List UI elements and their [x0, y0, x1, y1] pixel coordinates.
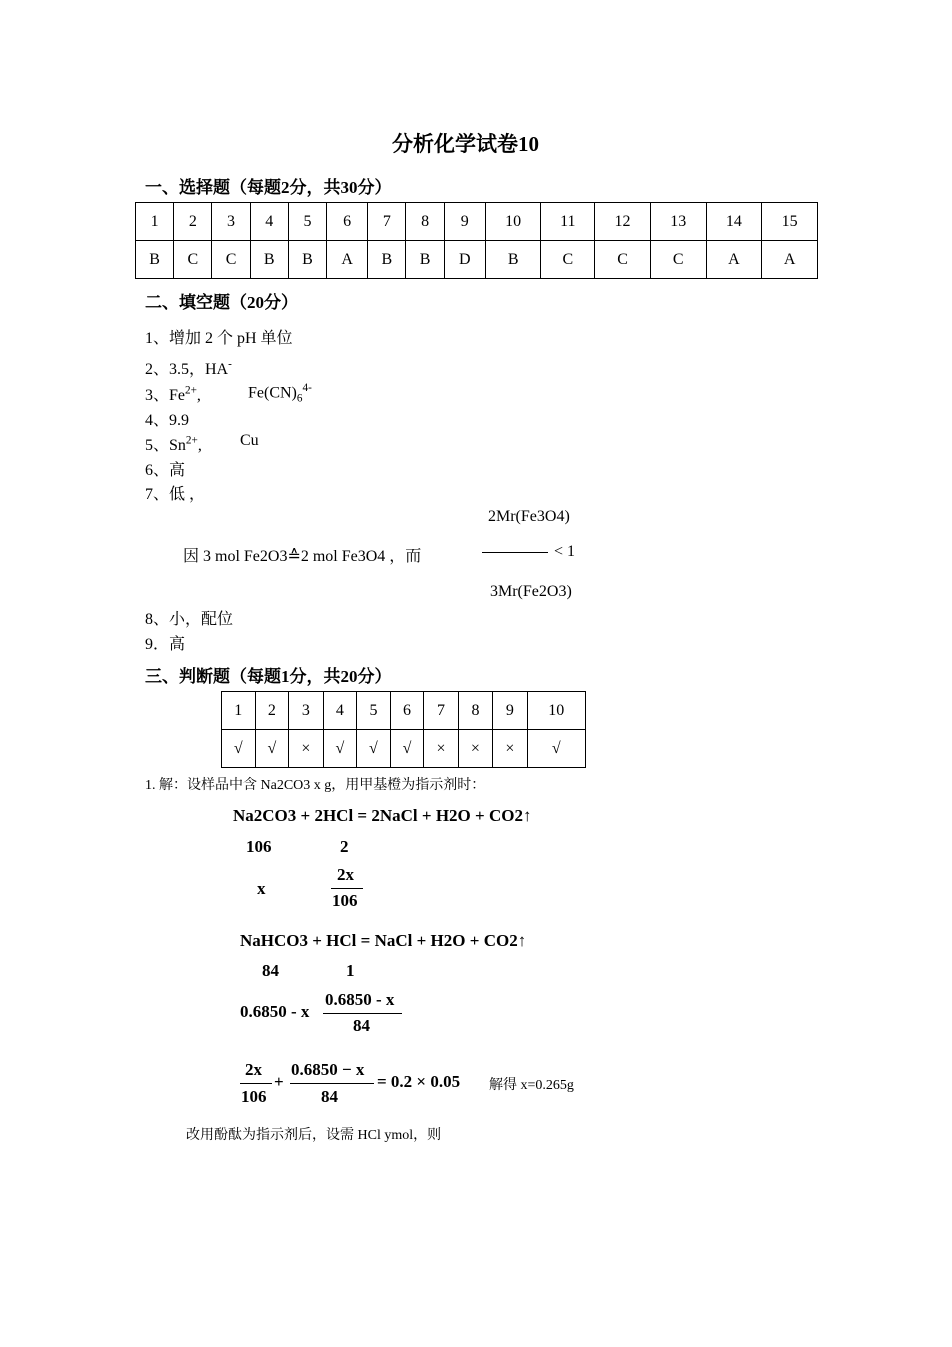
section2-heading: 二、填空题（20分）	[145, 293, 298, 312]
table-cell: 1	[222, 692, 256, 730]
table-cell: 7	[368, 203, 406, 241]
fraction-bar	[240, 1083, 272, 1084]
answer-text: 3、Fe	[145, 387, 186, 404]
answer-text: 5、Sn	[145, 437, 186, 454]
table-cell: B	[136, 241, 174, 279]
fraction-bar	[290, 1083, 374, 1084]
fill-answer-1: 1、增加 2 个 pH 单位	[145, 330, 293, 347]
solution-result: 解得 x=0.265g	[489, 1078, 574, 1093]
fraction-denominator: 84	[353, 1016, 370, 1035]
judge-answer-table	[221, 691, 586, 768]
coefficient: 2	[340, 837, 349, 856]
answer-text: ,	[196, 387, 201, 404]
fill-answer-9: 9．高	[145, 636, 186, 653]
table-cell: C	[541, 241, 595, 279]
fill-answer-7: 7、低 ，	[145, 486, 206, 503]
table-cell: √	[527, 730, 585, 768]
page-title: 分析化学试卷10	[392, 132, 539, 156]
subscript: 6	[296, 392, 303, 405]
table-cell: B	[406, 241, 444, 279]
superscript: 4-	[302, 382, 312, 394]
table-cell: 12	[595, 203, 651, 241]
coefficient: 106	[246, 837, 272, 856]
table-cell: 4	[250, 203, 288, 241]
less-than-one: < 1	[554, 543, 576, 560]
answer-text: ,	[197, 437, 202, 454]
table-cell: ×	[289, 730, 323, 768]
answer-text: 2、3.5，HA	[145, 361, 229, 378]
fraction-bar	[482, 552, 548, 553]
coefficient: 1	[346, 961, 355, 980]
table-cell: A	[706, 241, 762, 279]
section3-heading: 三、判断题（每题1分，共20分）	[145, 667, 392, 686]
table-cell: ×	[493, 730, 527, 768]
superscript: -	[228, 358, 232, 371]
table-cell: 2	[174, 203, 212, 241]
fraction-bar	[323, 1013, 402, 1014]
fill-answer-3	[145, 382, 201, 405]
equation-rhs: = 0.2 × 0.05	[377, 1072, 461, 1091]
table-cell: 11	[541, 203, 595, 241]
fraction-denominator: 106	[332, 891, 358, 910]
table-cell: √	[390, 730, 424, 768]
section1-heading: 一、选择题（每题2分，共30分）	[145, 178, 392, 197]
judge-answer-row	[222, 730, 586, 768]
table-cell: C	[595, 241, 651, 279]
fill-answer-2	[145, 356, 232, 379]
fraction-numerator: 2Mr(Fe3O4)	[488, 508, 570, 525]
table-cell: 5	[357, 692, 391, 730]
fill-answer-5b: Cu	[240, 432, 259, 449]
solution-intro: 1. 解：设样品中含 Na2CO3 x g，用甲基橙为指示剂时：	[145, 778, 486, 793]
fill-answer-4: 4、9.9	[145, 412, 190, 429]
fraction-denominator: 3Mr(Fe2O3)	[490, 583, 572, 600]
choice-answer-table	[135, 202, 818, 279]
table-cell: 14	[706, 203, 762, 241]
table-cell: 6	[390, 692, 424, 730]
plus-sign: +	[274, 1072, 284, 1091]
coefficient: 84	[262, 961, 279, 980]
table-cell: 1	[136, 203, 174, 241]
table-cell: A	[762, 241, 818, 279]
table-cell: √	[255, 730, 289, 768]
answer-text: Fe(CN)	[248, 384, 297, 402]
table-cell: √	[357, 730, 391, 768]
fill-answer-3b	[248, 382, 312, 405]
table-cell: 13	[650, 203, 706, 241]
table-cell: 8	[458, 692, 492, 730]
table-cell: B	[368, 241, 406, 279]
table-cell: √	[323, 730, 357, 768]
judge-number-row	[222, 692, 586, 730]
table-cell: D	[444, 241, 485, 279]
table-cell: 3	[289, 692, 323, 730]
fraction-bar	[331, 888, 363, 889]
table-cell: B	[288, 241, 326, 279]
table-cell: B	[250, 241, 288, 279]
table-cell: 5	[288, 203, 326, 241]
fraction-numerator: 2x	[337, 865, 354, 884]
choice-number-row	[136, 203, 818, 241]
equation-2: NaHCO3 + HCl = NaCl + H2O + CO2↑	[240, 931, 527, 950]
fill-answer-5	[145, 432, 202, 455]
expression: 0.6850 - x	[240, 1002, 310, 1021]
table-cell: ×	[458, 730, 492, 768]
table-cell: A	[327, 241, 368, 279]
variable-x: x	[257, 879, 266, 898]
table-cell: B	[485, 241, 541, 279]
table-cell: 9	[444, 203, 485, 241]
table-cell: 9	[493, 692, 527, 730]
table-cell: 8	[406, 203, 444, 241]
table-cell: C	[212, 241, 250, 279]
fraction-numerator: 0.6850 − x	[291, 1060, 365, 1079]
fraction-numerator: 2x	[245, 1060, 262, 1079]
superscript: 2+	[185, 434, 198, 447]
table-cell: 6	[327, 203, 368, 241]
equation-1: Na2CO3 + 2HCl = 2NaCl + H2O + CO2↑	[233, 806, 532, 825]
fill-answer-6: 6、高	[145, 462, 186, 479]
table-cell: C	[174, 241, 212, 279]
table-cell: 10	[527, 692, 585, 730]
table-cell: √	[222, 730, 256, 768]
fraction-denominator: 106	[241, 1087, 267, 1106]
table-cell: 15	[762, 203, 818, 241]
superscript: 2+	[185, 384, 197, 397]
table-cell: 2	[255, 692, 289, 730]
fraction-denominator: 84	[321, 1087, 338, 1106]
solution-next-step: 改用酚酞为指示剂后，设需 HCl ymol，则	[186, 1128, 442, 1143]
reason-text: 因 3 mol Fe2O3≙2 mol Fe3O4 ，而	[183, 548, 422, 565]
table-cell: 4	[323, 692, 357, 730]
choice-answer-row	[136, 241, 818, 279]
table-cell: ×	[424, 730, 458, 768]
table-cell: C	[650, 241, 706, 279]
fraction-numerator: 0.6850 - x	[325, 990, 395, 1009]
table-cell: 3	[212, 203, 250, 241]
table-cell: 7	[424, 692, 458, 730]
fill-answer-8: 8、小，配位	[145, 611, 234, 628]
table-cell: 10	[485, 203, 541, 241]
